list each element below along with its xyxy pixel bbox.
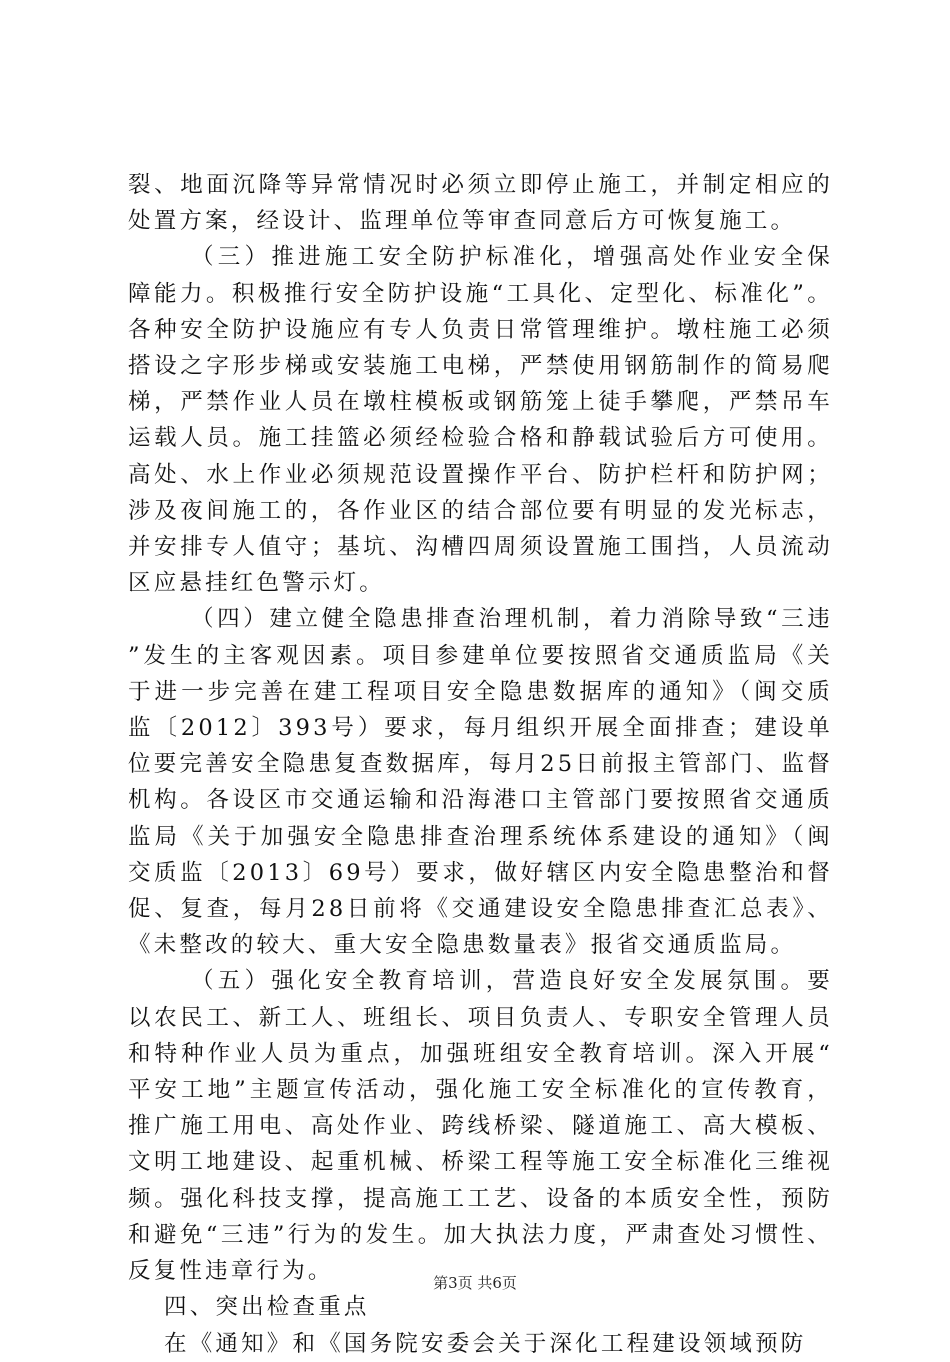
paragraph-section-3: （三）推进施工安全防护标准化，增强高处作业安全保障能力。积极推行安全防护设施“工具化、定型化、标准化”。各种安全防护设施应有专人负责日常管理维护。墩柱施工必须搭设之字形步梯或安装施工电梯，严禁使用钢筋制作的简易爬梯，严禁作业人员在墩柱模板或钢筋笼上徒手攀爬，严禁吊车运载人员。施工挂篮必须经检验合格和静载试验后方可使用。高处、水上作业必须规范设置操作平台、防护栏杆和防护网；涉及夜间施工的，各作业区的结合部位要有明显的发光标志，并安排专人值守；基坑、沟槽四周须设置施工围挡，人员流动区应悬挂红色警示灯。 bbox=[128, 244, 833, 597]
paragraph-section-4-intro: 在《通知》和《国务院安委会关于深化工程建设领域预防 bbox=[164, 1330, 807, 1357]
page-number-footer: 第3页 共6页 bbox=[433, 1274, 517, 1292]
paragraph-continuation: 裂、地面沉降等异常情况时必须立即停止施工，并制定相应的处置方案，经设计、监理单位等审查同意后方可恢复施工。 bbox=[128, 172, 833, 235]
document-body bbox=[128, 167, 833, 1362]
paragraph-section-5: （五）强化安全教育培训，营造良好安全发展氛围。要以农民工、新工人、班组长、项目负责人、专职安全管理人员和特种作业人员为重点，加强班组安全教育培训。深入开展“平安工地”主题宣传活动，强化施工安全标准化的宣传教育，推广施工用电、高处作业、跨线桥梁、隧道施工、高大模板、文明工地建设、起重机械、桥梁工程等施工安全标准化三维视频。强化科技支撑，提高施工工艺、设备的本质安全性，预防和避免“三违”行为的发生。加大执法力度，严肃查处习惯性、反复性违章行为。 bbox=[128, 968, 833, 1285]
section-heading-4: 四、突出检查重点 bbox=[164, 1294, 370, 1321]
paragraph-section-4: （四）建立健全隐患排查治理机制，着力消除导致“三违”发生的主客观因素。项目参建单位要按照省交通质监局《关于进一步完善在建工程项目安全隐患数据库的通知》（闽交质监〔2012〕393号）要求，每月组织开展全面排查；建设单位要完善安全隐患复查数据库，每月25日前报主管部门、监督机构。各设区市交通运输和沿海港口主管部门要按照省交通质监局《关于加强安全隐患排查治理系统体系建设的通知》（闽交质监〔2013〕69号）要求，做好辖区内安全隐患整治和督促、复查，每月28日前将《交通建设安全隐患排查汇总表》、《未整改的较大、重大安全隐患数量表》报省交通质监局。 bbox=[128, 606, 833, 959]
